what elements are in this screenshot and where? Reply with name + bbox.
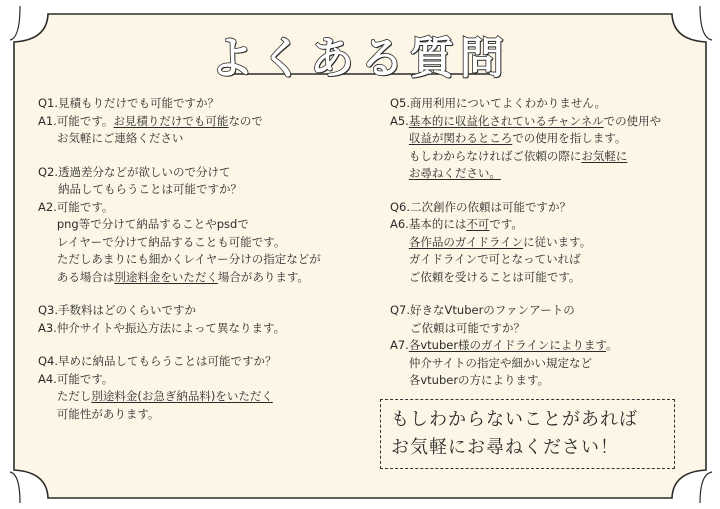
answer-text-segment: 仲介サイトの指定や細かい規定など <box>408 355 593 370</box>
answer-text-segment: もしわからなければご依頼の際に <box>408 148 582 163</box>
underlined-emphasis: 不可 <box>466 217 490 231</box>
answer-text-segment: レイヤーで分けて納品することも可能です。 <box>56 234 286 249</box>
answer-line <box>57 216 368 234</box>
question-line: 見積もりだけでも可能ですか？ <box>58 96 220 110</box>
page-title: よくある質問 <box>210 33 510 84</box>
answer-number: A3. <box>38 320 57 335</box>
faq-item <box>390 95 700 183</box>
answer-text-segment: 可能です。 <box>56 371 114 386</box>
answer-number: A1. <box>38 113 57 128</box>
question <box>390 199 700 217</box>
underlined-emphasis: お見積りだけでも可能 <box>113 113 229 128</box>
answer-text-segment: 可能です。 <box>56 113 114 128</box>
question-text <box>410 199 700 217</box>
question-text <box>58 95 368 113</box>
answer-text-segment: での使用を指します。 <box>512 131 627 145</box>
question-line: 手数料はどのくらいですか <box>58 303 197 317</box>
answer-text-segment: ご依頼を受けることは可能です。 <box>408 269 581 284</box>
notice-line-1: もしわからないことがあれば <box>391 409 638 430</box>
question-line: 納品してもらうことは可能ですか？ <box>58 182 243 196</box>
answer-text-segment: 可能です。 <box>56 199 114 214</box>
answer-line <box>409 269 700 287</box>
answer-text-segment: 場合があります。 <box>217 269 309 284</box>
answer-text <box>57 113 368 148</box>
answer-line <box>409 130 700 148</box>
faq-item <box>38 95 368 148</box>
question-number: Q4. <box>38 354 59 368</box>
answer-text-segment: ただしあまりにも細かくレイヤー分けの指定などが <box>56 252 321 266</box>
answer <box>390 113 700 183</box>
answer-line <box>57 130 368 148</box>
answer-line <box>409 372 700 390</box>
faq-item <box>38 164 368 287</box>
answer-text <box>409 216 700 286</box>
answer <box>390 337 700 390</box>
answer-text-segment: ある場合は <box>56 269 115 284</box>
question-number: Q7. <box>390 303 411 317</box>
question-number: Q3. <box>38 303 59 317</box>
answer-line <box>409 165 700 183</box>
answer-number: A6. <box>390 217 409 231</box>
answer-text-segment: での使用や <box>603 113 662 128</box>
faq-right-column <box>390 95 700 406</box>
question <box>38 302 368 320</box>
answer-text-segment: 各vtuberの方によります。 <box>408 373 550 387</box>
answer-number: A4. <box>38 371 57 386</box>
answer-line <box>57 269 368 287</box>
answer-text <box>57 199 368 287</box>
question-line: 二次創作の依頼は可能ですか？ <box>410 199 572 214</box>
question <box>38 95 368 113</box>
question-text <box>58 353 368 371</box>
question-number: Q6. <box>390 199 411 214</box>
answer <box>38 371 368 424</box>
underlined-emphasis: 各vtuber様のガイドラインによります <box>408 338 606 352</box>
underlined-emphasis: 別途料金(お急ぎ納品料)をいただく <box>91 389 273 403</box>
faq-left-column <box>38 95 368 439</box>
answer-line <box>57 320 368 338</box>
answer-line <box>57 251 368 269</box>
answer-line <box>409 251 700 269</box>
answer-line <box>409 337 700 355</box>
answer-number: A5. <box>390 113 409 128</box>
answer-text <box>57 371 368 424</box>
answer <box>38 199 368 287</box>
answer-text <box>57 320 368 338</box>
answer-text-segment: ガイドラインで可となっていれば <box>408 252 581 266</box>
question-number: Q2. <box>38 164 59 179</box>
answer-text-segment: 可能性があります。 <box>56 406 160 421</box>
answer-line <box>57 199 368 217</box>
question <box>38 164 368 199</box>
answer-text <box>409 337 700 390</box>
answer-line <box>57 388 368 406</box>
underlined-emphasis: お尋ねください。 <box>408 166 501 180</box>
answer-text-segment: に従います。 <box>523 234 592 249</box>
answer-text-segment: なので <box>228 113 263 128</box>
question-line: 早めに納品してもらうことは可能ですか？ <box>58 354 277 368</box>
answer-number: A7. <box>390 338 409 352</box>
answer-text-segment: お気軽にご連絡ください <box>56 131 184 145</box>
underlined-emphasis: お気軽に <box>581 148 628 163</box>
answer-text-segment: です。 <box>489 217 523 231</box>
notice-line-2: お気軽にお尋ねください！ <box>391 437 619 458</box>
question <box>38 353 368 371</box>
answer <box>390 216 700 286</box>
answer-text-segment: ただし <box>56 389 92 403</box>
question-text <box>410 95 700 113</box>
underlined-emphasis: 別途料金をいただく <box>114 269 218 284</box>
faq-item <box>390 199 700 287</box>
underlined-emphasis: 基本的に収益化されているチャンネル <box>408 113 604 128</box>
answer <box>38 320 368 338</box>
faq-item <box>38 353 368 423</box>
question <box>390 95 700 113</box>
question-line: 透過差分などが欲しいので分けて <box>58 164 231 179</box>
question-line: 好きなVtuberのファンアートの <box>410 303 575 317</box>
answer-line <box>57 234 368 252</box>
answer <box>38 113 368 148</box>
answer-number: A2. <box>38 199 57 214</box>
question-line: 商用利用についてよくわかりません。 <box>410 96 606 110</box>
faq-item <box>390 302 700 390</box>
underlined-emphasis: 各作品のガイドライン <box>408 234 524 249</box>
question-text <box>58 164 368 199</box>
question-text <box>410 302 700 337</box>
answer-text <box>409 113 700 183</box>
question-number: Q5. <box>390 96 411 110</box>
answer-text-segment: 。 <box>605 338 618 352</box>
answer-line <box>57 406 368 424</box>
answer-line <box>409 355 700 373</box>
faq-item <box>38 302 368 337</box>
question-number: Q1. <box>38 96 59 110</box>
question <box>390 302 700 337</box>
answer-text-segment: 仲介サイトや振込方法によって異なります。 <box>56 320 286 335</box>
question-line: ご依頼は可能ですか？ <box>410 320 526 335</box>
answer-line <box>57 113 368 131</box>
answer-text-segment: 基本的には <box>408 217 467 231</box>
answer-line <box>409 216 700 234</box>
answer-text-segment: png等で分けて納品することやpsdで <box>56 217 249 231</box>
underlined-emphasis: 収益が関わるところ <box>408 131 513 145</box>
answer-line <box>409 148 700 166</box>
contact-notice-box <box>380 399 675 469</box>
answer-line <box>57 371 368 389</box>
answer-line <box>409 113 700 131</box>
question-text <box>58 302 368 320</box>
answer-line <box>409 234 700 252</box>
